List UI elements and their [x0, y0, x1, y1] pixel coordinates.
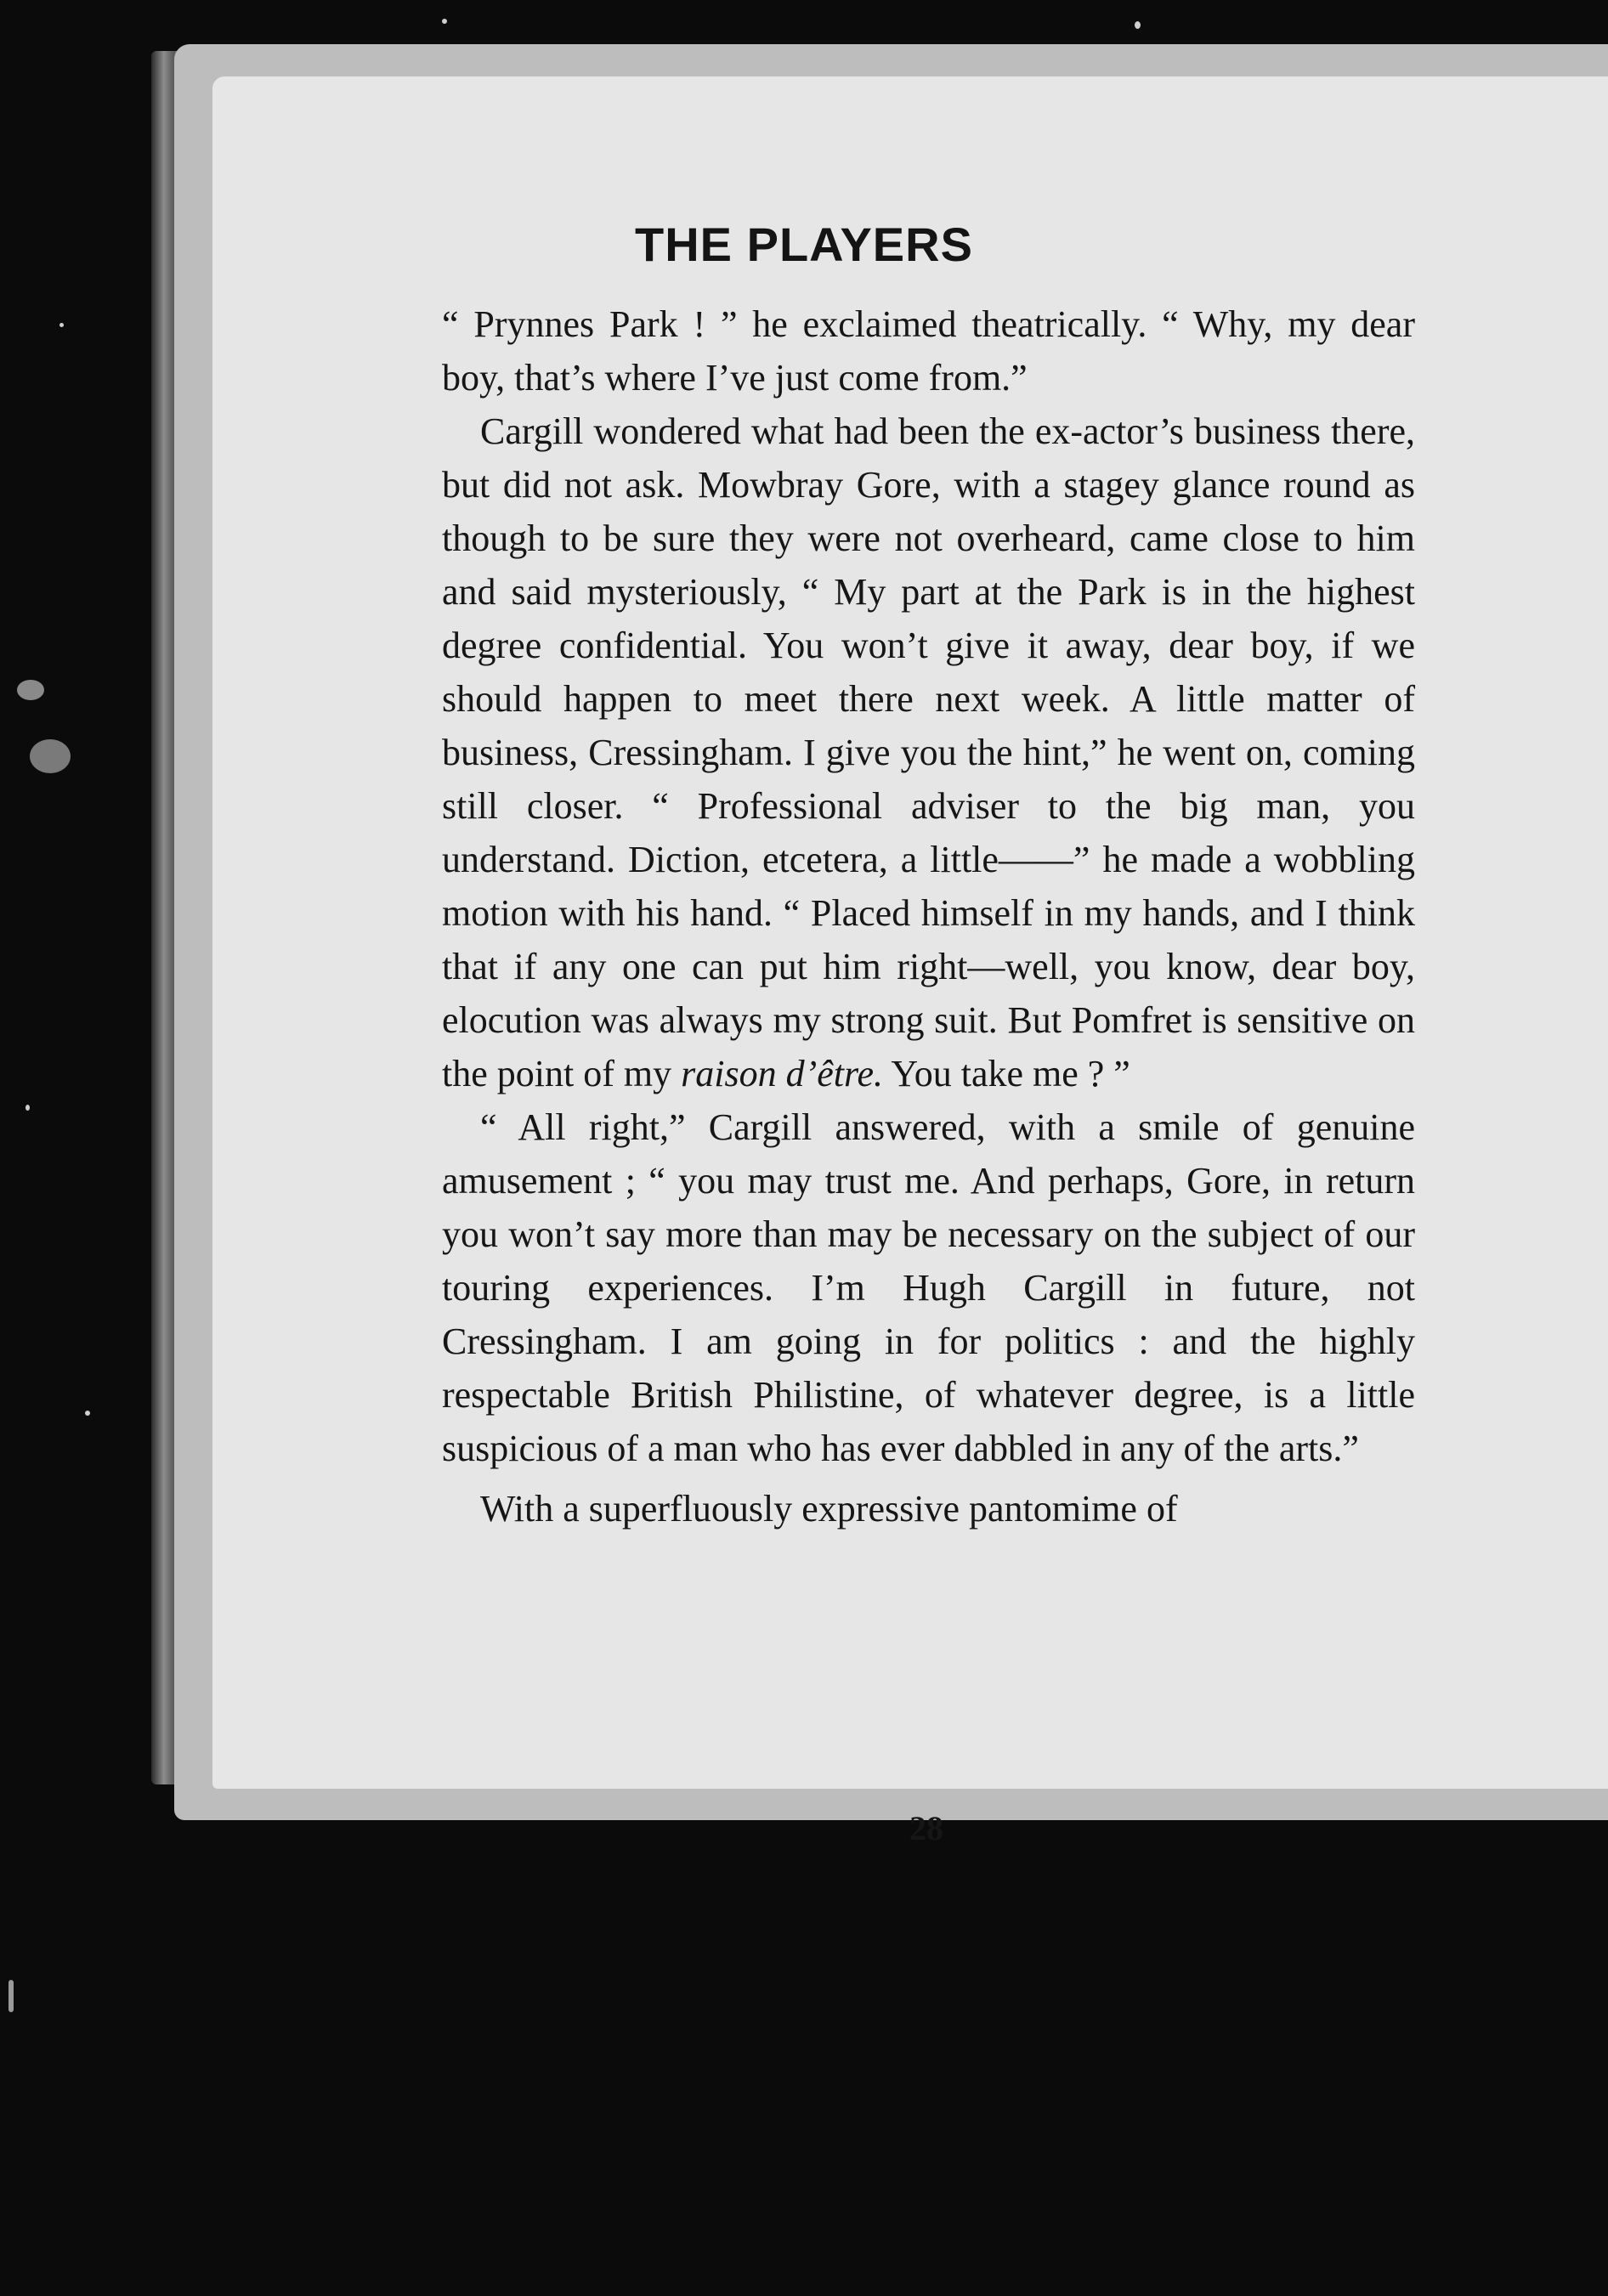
dust-speck — [30, 739, 71, 773]
dust-speck — [1135, 21, 1141, 29]
running-header: THE PLAYERS — [635, 218, 973, 271]
paragraph-4: With a superfluously expressive pantomime of — [480, 1488, 1178, 1530]
paragraph-1: “ Prynnes Park ! ” he exclaimed theatrically. “ Why, my dear boy, that’s where I’ve just come from.” — [442, 303, 1415, 399]
dust-speck — [25, 1105, 30, 1111]
dust-speck — [59, 323, 64, 327]
dust-speck — [85, 1411, 90, 1416]
paragraph-2 — [442, 404, 1415, 1100]
dust-speck — [8, 1980, 14, 2012]
dust-speck — [17, 680, 44, 700]
paragraph-3: “ All right,” Cargill answered, with a smile of genuine amusement ; “ you may trust me. And perhaps, Gore, in return you won’t say more than may be necessary on the subject of our touring experiences. I’m Hugh Cargill in future, not Cressingham. I am going in for politics : and the highly respectable British Philistine, of whatever degree, is a little suspicious of a man who has ever dabbled in any of the arts.” — [442, 1106, 1415, 1469]
page-body-text — [442, 297, 1415, 1535]
paragraph-2-end: You take me ? ” — [883, 1053, 1130, 1094]
page-number: 28 — [909, 1809, 943, 1847]
italic-phrase: raison d’être. — [681, 1053, 883, 1094]
paragraph-2-text: Cargill wondered what had been the ex-actor’s business there, but did not ask. Mowbray Gore, with a stagey glance round as though to be sure they were not overheard, came close to him and said mysteriously, “ My part at the Park is in the highest degree confidential. You won’t give it away, dear boy, if we should happen to meet there next week. A little matter of business, Cressingham. I give you the hint,” he went on, coming still closer. “ Professional adviser to the big man, you understand. Diction, etcetera, a little——” he made a wobbling motion with his hand. “ Placed himself in my hands, and I think that if any one can put him right—well, you know, dear boy, elocution was always my strong suit. But Pomfret is sensitive on the point of my — [442, 410, 1415, 1094]
dust-speck — [442, 19, 447, 24]
